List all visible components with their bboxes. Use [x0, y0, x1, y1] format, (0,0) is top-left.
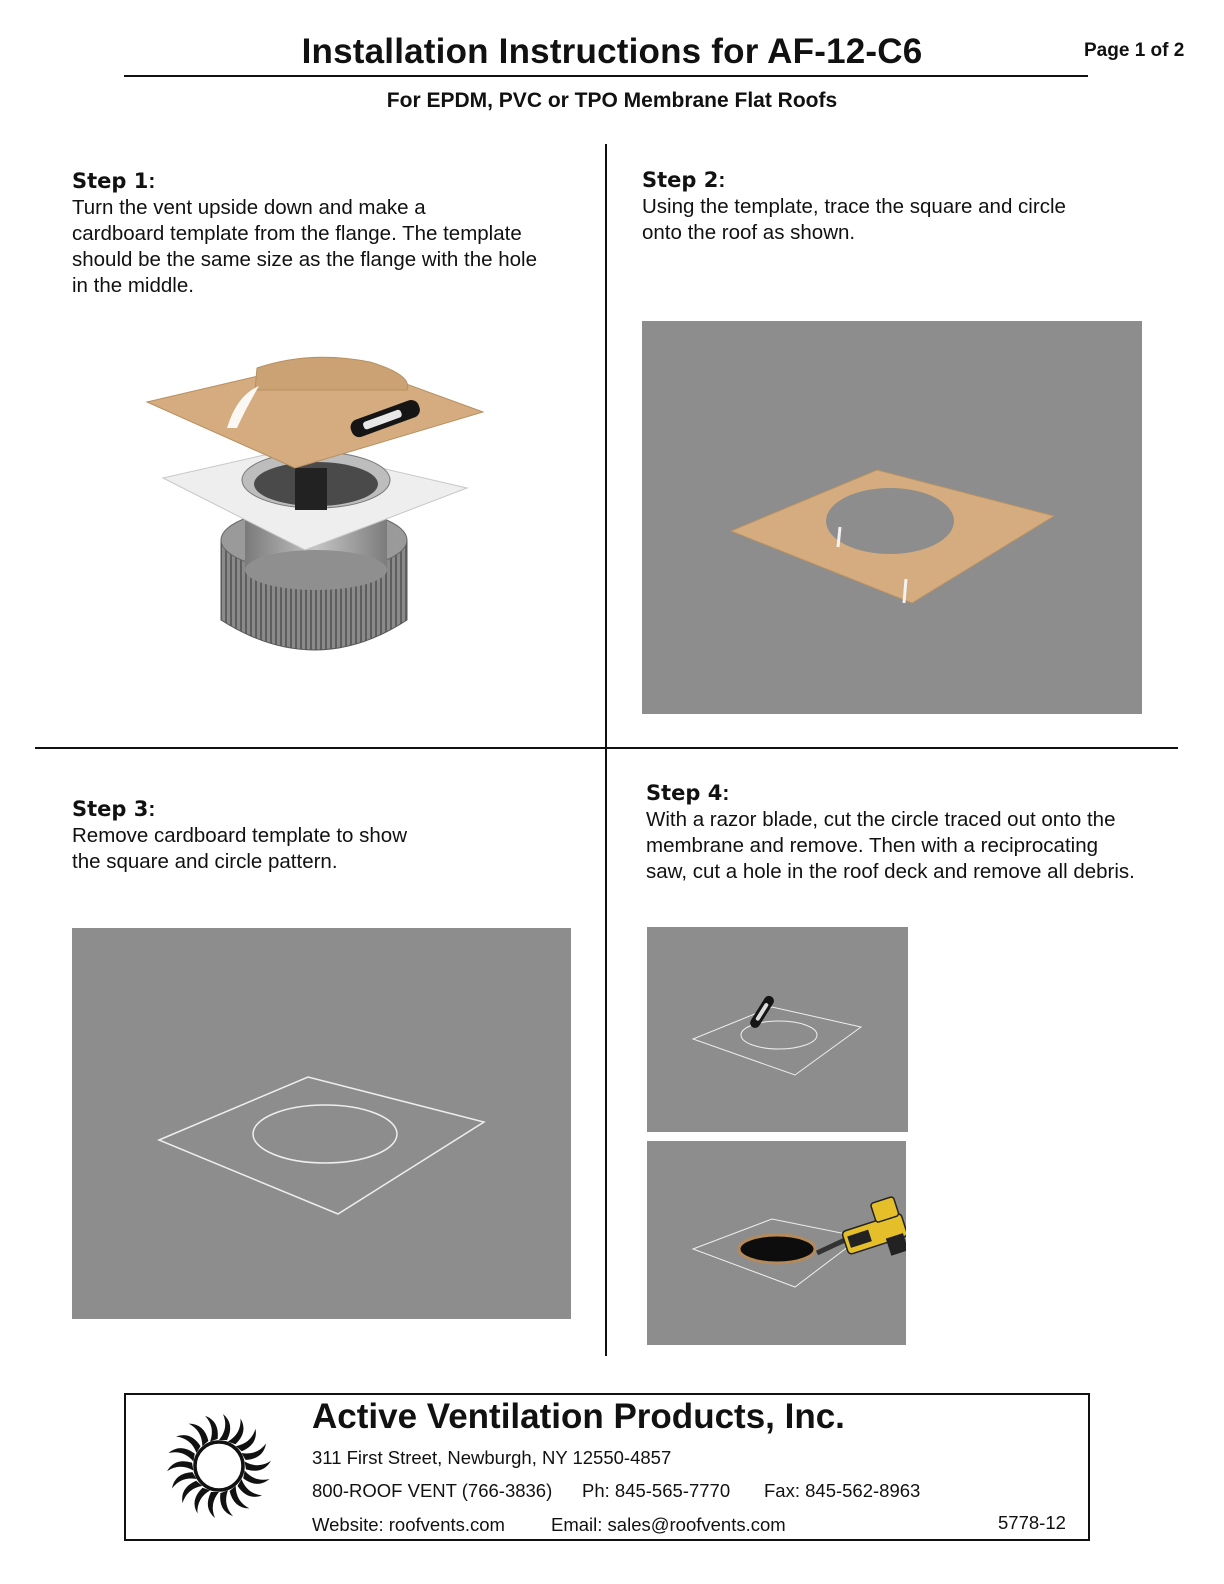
step-4-illustration-cut [647, 927, 908, 1132]
sun-logo-icon [163, 1410, 275, 1522]
step-3-line: Remove cardboard template to show [72, 824, 408, 847]
step-4-line: With a razor blade, cut the circle traced out onto the [646, 808, 1116, 831]
document-subtitle: For EPDM, PVC or TPO Membrane Flat Roofs [386, 89, 838, 112]
step-3-illustration [72, 928, 571, 1319]
step-2-line: onto the roof as shown. [642, 221, 856, 244]
company-website-link[interactable]: Website: roofvents.com [312, 1514, 505, 1535]
step-2-label: Step 2 [642, 168, 719, 192]
step-4-line: membrane and remove. Then with a reciprocating [646, 834, 1098, 857]
company-phone: Ph: 845-565-7770 [582, 1480, 731, 1501]
step-1-line: Turn the vent upside down and make a [72, 196, 426, 219]
step-4-line: saw, cut a hole in the roof deck and remove all debris. [646, 860, 1135, 883]
title-divider [124, 75, 1088, 77]
company-tollfree: 800-ROOF VENT (766-3836) [312, 1480, 553, 1501]
step-1-line: should be the same size as the flange with the hole [72, 248, 537, 271]
step-4-text: Step 4: With a razor blade, cut the circle traced out onto the membrane and remove. Then with a reciprocating saw, cut a hole in the roof deck and remove all debris. [646, 781, 1135, 883]
step-1-line: in the middle. [72, 274, 194, 297]
step-3-line: the square and circle pattern. [72, 850, 338, 873]
step-1-illustration [145, 350, 490, 660]
company-fax: Fax: 845-562-8963 [764, 1480, 921, 1501]
company-address: 311 First Street, Newburgh, NY 12550-4857 [312, 1447, 672, 1468]
step-4-illustration-saw [647, 1141, 906, 1345]
step-1-line: cardboard template from the flange. The template [72, 222, 522, 245]
vertical-divider [605, 144, 607, 1356]
document-code: 5778-12 [998, 1512, 1066, 1533]
step-2-line: Using the template, trace the square and circle [642, 195, 1066, 218]
step-2-text: Step 2: Using the template, trace the square and circle onto the roof as shown. [642, 168, 1066, 244]
step-1-label: Step 1 [72, 169, 149, 193]
step-1-text: Step 1: Turn the vent upside down and make a cardboard template from the flange. The template should be the same size as the flange with the hole in the middle. [72, 169, 537, 297]
company-name: Active Ventilation Products, Inc. [312, 1397, 845, 1436]
step-4-label: Step 4 [646, 781, 723, 805]
step-3-text: Step 3: Remove cardboard template to show the square and circle pattern. [72, 797, 408, 873]
step-3-label: Step 3 [72, 797, 149, 821]
step-2-illustration [642, 321, 1142, 714]
company-email-link[interactable]: Email: sales@roofvents.com [551, 1514, 786, 1535]
page-number: Page 1 of 2 [1084, 40, 1185, 61]
horizontal-divider [35, 747, 1178, 749]
document-title: Installation Instructions for AF-12-C6 [301, 32, 923, 71]
